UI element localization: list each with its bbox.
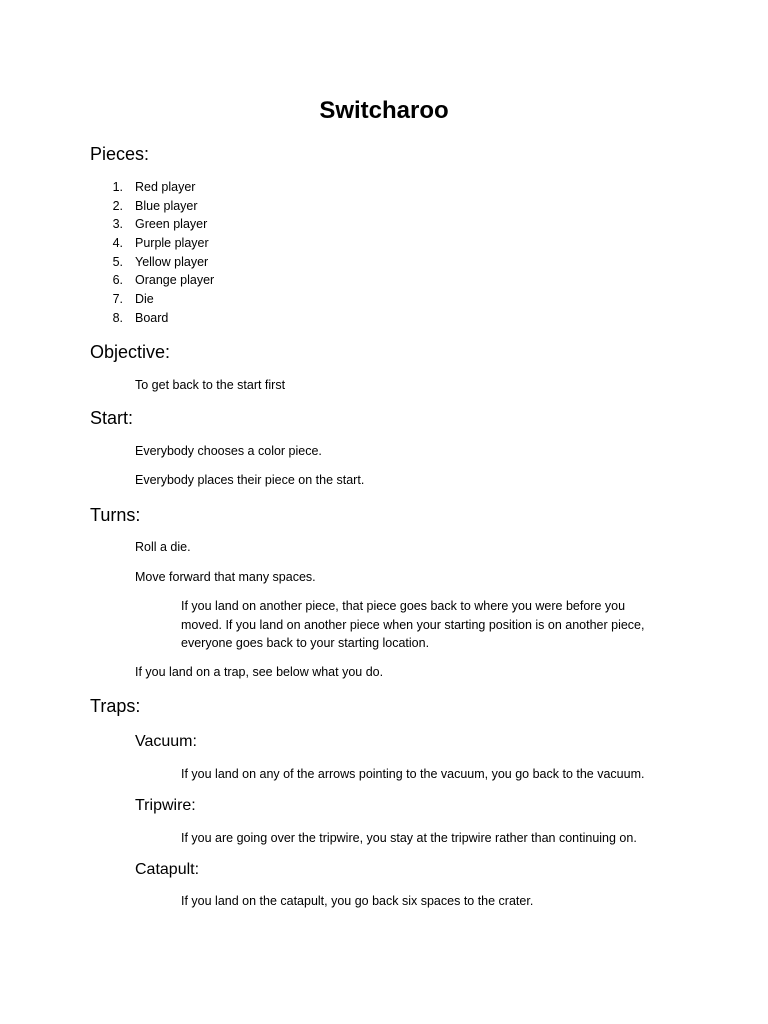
list-item-label: Board — [135, 310, 169, 325]
list-item — [105, 197, 214, 216]
traps-heading: Traps: — [90, 696, 141, 716]
list-number: 4. — [112, 236, 123, 251]
list-item — [105, 178, 214, 197]
list-number: 5. — [112, 254, 123, 269]
list-item — [105, 253, 214, 272]
list-item-label: Green player — [135, 217, 208, 232]
pieces-heading: Pieces: — [90, 144, 150, 164]
turns-line-1: Roll a die. — [135, 540, 191, 554]
objective-text: To get back to the start first — [135, 378, 286, 392]
list-number: 6. — [112, 273, 123, 288]
paragraph-line: If you land on another piece, that piece goes back to where you were before you — [181, 599, 626, 613]
start-line-1: Everybody chooses a color piece. — [135, 444, 322, 458]
vacuum-text: If you land on any of the arrows pointing to the vacuum, you go back to the vacuum. — [181, 767, 645, 781]
list-number: 3. — [112, 217, 123, 232]
paragraph-line: moved. If you land on another piece when your starting position is on another piece, — [181, 617, 645, 632]
list-item-label: Orange player — [135, 273, 215, 288]
list-number: 8. — [112, 310, 123, 325]
list-item-label: Red player — [135, 180, 196, 194]
start-line-2: Everybody places their piece on the start. — [135, 473, 365, 487]
list-item — [105, 290, 214, 309]
list-item-label: Die — [135, 292, 154, 307]
paragraph-line: everyone goes back to your starting location. — [181, 636, 430, 650]
vacuum-heading: Vacuum: — [135, 733, 197, 750]
turns-line-3: If you land on a trap, see below what you do. — [135, 665, 384, 679]
turns-heading: Turns: — [90, 505, 141, 525]
tripwire-text: If you are going over the tripwire, you stay at the tripwire rather than continuing on. — [181, 831, 637, 845]
list-number: 2. — [112, 198, 123, 213]
turns-line-2: Move forward that many spaces. — [135, 570, 316, 584]
turns-paragraph — [181, 597, 671, 653]
start-heading: Start: — [90, 408, 134, 428]
objective-heading: Objective: — [90, 342, 171, 362]
list-item — [105, 234, 214, 253]
document-title: Switcharoo — [319, 97, 449, 124]
catapult-text: If you land on the catapult, you go back six spaces to the crater. — [181, 894, 534, 908]
list-item — [105, 271, 214, 290]
catapult-heading: Catapult: — [135, 861, 200, 878]
list-number: 1. — [112, 180, 123, 194]
list-item — [105, 215, 214, 234]
list-number: 7. — [112, 292, 123, 307]
list-item-label: Blue player — [135, 198, 198, 213]
list-item-label: Yellow player — [135, 254, 209, 269]
list-item — [105, 309, 214, 328]
pieces-list — [105, 178, 214, 328]
list-item-label: Purple player — [135, 236, 209, 251]
tripwire-heading: Tripwire: — [135, 797, 196, 814]
